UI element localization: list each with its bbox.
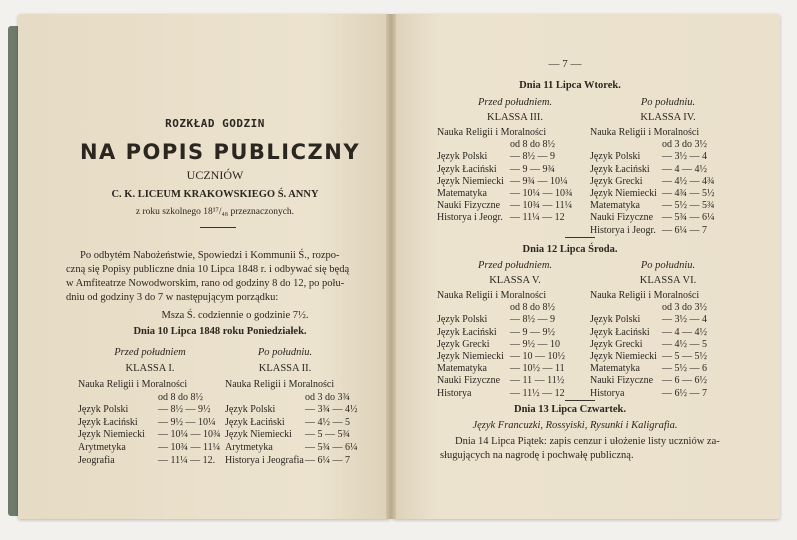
schedule-time: — 5 — 5½	[662, 351, 707, 362]
schedule-time: — 6¼ — 7	[305, 454, 350, 466]
schedule-time: — 6 — 6½	[662, 375, 707, 387]
schedule-time: — 9½ — 10	[510, 338, 560, 350]
schedule-time: od 8 do 8½	[158, 391, 203, 403]
schedule-subject: Nauki Fizyczne	[590, 375, 654, 387]
schedule-time: — 10¾ — 11¼	[510, 200, 573, 212]
schedule-subject: Język Polski	[590, 151, 641, 163]
schedule-subject: Historya i Jeogr.	[437, 212, 503, 224]
day-10-heading: Dnia 10 Lipca 1848 roku Poniedziałek.	[133, 326, 307, 337]
schedule-time: od 3 do 3¾	[305, 391, 350, 403]
mass-note: Msza Ś. codziennie o godzinie 7½.	[161, 310, 309, 321]
book-gutter	[386, 14, 396, 519]
schedule-time: od 8 do 8½	[510, 302, 555, 314]
afternoon-label-12: Po południu.	[640, 260, 696, 271]
schedule-subject: Język Łaciński	[590, 326, 650, 338]
schedule-time: — 3½ — 4	[662, 314, 707, 326]
schedule-time: — 6¼ — 7	[662, 224, 707, 236]
schedule-subject: Historya	[437, 387, 472, 399]
day-13-subjects: Język Francuzki, Rossyiski, Rysunki i Kaligrafia.	[472, 420, 678, 431]
klass-2-label: KLASSA II.	[258, 363, 312, 374]
klass-4-label: KLASSA IV.	[640, 112, 696, 123]
school-name: C. K. LICEUM KRAKOWSKIEGO Ś. ANNY	[111, 189, 319, 200]
klass-3-label: KLASSA III.	[486, 112, 543, 123]
schedule-time: — 11½ — 12	[510, 387, 565, 399]
schedule-subject: Język Polski	[225, 404, 276, 416]
schedule-time: — 5¾ — 6¼	[662, 212, 715, 224]
schedule-subject: Matematyka	[590, 363, 640, 375]
schedule-time: — 10¾ — 11¼	[158, 442, 221, 453]
morning-label-11: Przed południem.	[477, 97, 553, 108]
divider	[565, 400, 595, 401]
schedule-subject: Język Niemiecki	[590, 351, 657, 362]
schedule-time: — 11 — 11½	[510, 375, 565, 387]
schedule-time: od 3 do 3½	[662, 139, 707, 151]
schedule-subject: Arytmetyka	[78, 442, 126, 453]
day-13-heading: Dnia 13 Lipca Czwartek.	[514, 404, 626, 415]
morning-label: Przed południem	[114, 347, 186, 358]
schedule-time: — 10¼ — 10¾	[158, 429, 221, 441]
divider	[565, 237, 595, 238]
schedule-subject: Historya i Jeogr.	[590, 224, 656, 236]
schedule-time: — 5¾ — 6¼	[305, 442, 358, 453]
schedule-subject: Nauka Religii i Moralności	[225, 379, 335, 390]
schedule-heading: ROZKŁAD GODZIN	[165, 117, 265, 130]
day-12-heading: Dnia 12 Lipca Środa.	[522, 244, 618, 255]
schedule-subject: Historya	[590, 387, 625, 399]
schedule-time: — 8½ — 9	[510, 151, 555, 163]
schedule-time: — 9 — 9¾	[510, 163, 555, 175]
schedule-subject: Język Niemiecki	[437, 175, 504, 187]
schedule-time: od 8 do 8½	[510, 139, 555, 151]
schedule-subject: Język Polski	[437, 314, 488, 326]
school-year: z roku szkolnego 18¹⁷/₄₈ przeznaczonych.	[135, 207, 295, 217]
schedule-subject: Język Polski	[78, 404, 129, 416]
schedule-time: — 5½ — 5¾	[662, 200, 715, 212]
schedule-time: — 4½ — 5	[662, 338, 707, 350]
schedule-time: — 9¾ — 10¼	[510, 175, 568, 187]
intro-line-3: w Amfiteatrze Nowodworskim, rano od godziny 8 do 12, po połu-	[66, 278, 345, 289]
schedule-subject: Język Niemiecki	[78, 429, 145, 441]
afternoon-label-11: Po południu.	[640, 97, 696, 108]
schedule-subject: Matematyka	[437, 363, 487, 375]
schedule-subject: Język Grecki	[437, 338, 490, 350]
schedule-subject: Nauka Religii i Moralności	[590, 127, 700, 138]
schedule-time: — 8½ — 9½	[158, 404, 211, 416]
schedule-time: — 11¼ — 12.	[158, 454, 216, 466]
schedule-subject: Język Łaciński	[590, 163, 650, 175]
schedule-subject: Język Łaciński	[225, 416, 285, 428]
klass-1-label: KLASSA I.	[125, 363, 175, 374]
schedule-time: — 9 — 9½	[510, 326, 555, 338]
schedule-time: — 10¼ — 10¾	[510, 188, 573, 199]
schedule-time: — 5 — 5¾	[305, 429, 350, 441]
schedule-time: — 3¾ — 4½	[305, 404, 358, 416]
schedule-subject: Język Niemiecki	[590, 188, 657, 199]
schedule-subject: Matematyka	[590, 200, 640, 212]
day-14-line-2: sługujących na nagrodę i pochwałę publiczną.	[440, 450, 634, 461]
intro-line-2: czną się Popisy publiczne dnia 10 Lipca 1848 r. i odbywać się będą	[66, 264, 350, 275]
schedule-subject: Język Grecki	[590, 338, 643, 350]
morning-label-12: Przed południem.	[477, 260, 553, 271]
schedule-time: — 4 — 4½	[662, 163, 707, 175]
schedule-time: — 4¾ — 5½	[662, 188, 715, 199]
schedule-subject: Język Grecki	[590, 175, 643, 187]
schedule-subject: Matematyka	[437, 188, 487, 199]
schedule-subject: Język Polski	[590, 314, 641, 326]
schedule-time: — 3½ — 4	[662, 151, 707, 163]
students-heading: UCZNIÓW	[186, 168, 244, 182]
schedule-time: — 5½ — 6	[662, 363, 707, 375]
divider	[200, 227, 236, 228]
schedule-subject: Język Polski	[437, 151, 488, 163]
schedule-subject: Nauka Religii i Moralności	[437, 290, 547, 301]
schedule-time: — 11¼ — 12	[510, 212, 565, 224]
day-11-heading: Dnia 11 Lipca Wtorek.	[519, 80, 621, 91]
schedule-subject: Nauki Fizyczne	[437, 200, 501, 212]
schedule-subject: Nauki Fizyczne	[437, 375, 501, 387]
schedule-subject: Historya i Jeografia	[225, 454, 304, 466]
schedule-subject: Nauka Religii i Moralności	[78, 379, 188, 390]
day-14-line-1: Dnia 14 Lipca Piątek: zapis cenzur i ułożenie listy uczniów za-	[455, 436, 720, 447]
schedule-time: — 10½ — 11	[510, 363, 565, 375]
schedule-subject: Język Łaciński	[437, 163, 497, 175]
schedule-subject: Język Niemiecki	[225, 429, 292, 441]
schedule-subject: Nauka Religii i Moralności	[437, 127, 547, 138]
schedule-time: — 9½ — 10¼	[158, 416, 216, 428]
afternoon-label: Po południu.	[257, 347, 313, 358]
page-number: — 7 —	[548, 58, 582, 70]
schedule-subject: Jeografia	[78, 454, 115, 466]
intro-line-4: dniu od godziny 3 do 7 w następującym porządku:	[66, 292, 279, 303]
klass-5-label: KLASSA V.	[489, 275, 541, 286]
schedule-subject: Język Łaciński	[437, 326, 497, 338]
schedule-subject: Język Niemiecki	[437, 351, 504, 362]
schedule-subject: Nauki Fizyczne	[590, 212, 654, 224]
schedule-subject: Nauka Religii i Moralności	[590, 290, 700, 301]
schedule-time: — 8½ — 9	[510, 314, 555, 326]
public-exam-heading: NA POPIS PUBLICZNY	[79, 140, 361, 164]
schedule-subject: Język Łaciński	[78, 416, 138, 428]
schedule-time: — 10 — 10½	[510, 351, 565, 362]
klass-6-label: KLASSA VI.	[639, 275, 697, 286]
schedule-time: — 6½ — 7	[662, 387, 707, 399]
schedule-time: od 3 do 3½	[662, 302, 707, 314]
intro-line-1: Po odbytém Nabożeństwie, Spowiedzi i Kommunii Ś., rozpo-	[80, 250, 340, 261]
schedule-time: — 4 — 4½	[662, 326, 707, 338]
schedule-time: — 4½ — 5	[305, 416, 350, 428]
schedule-time: — 4½ — 4¾	[662, 175, 715, 187]
schedule-subject: Arytmetyka	[225, 442, 273, 453]
